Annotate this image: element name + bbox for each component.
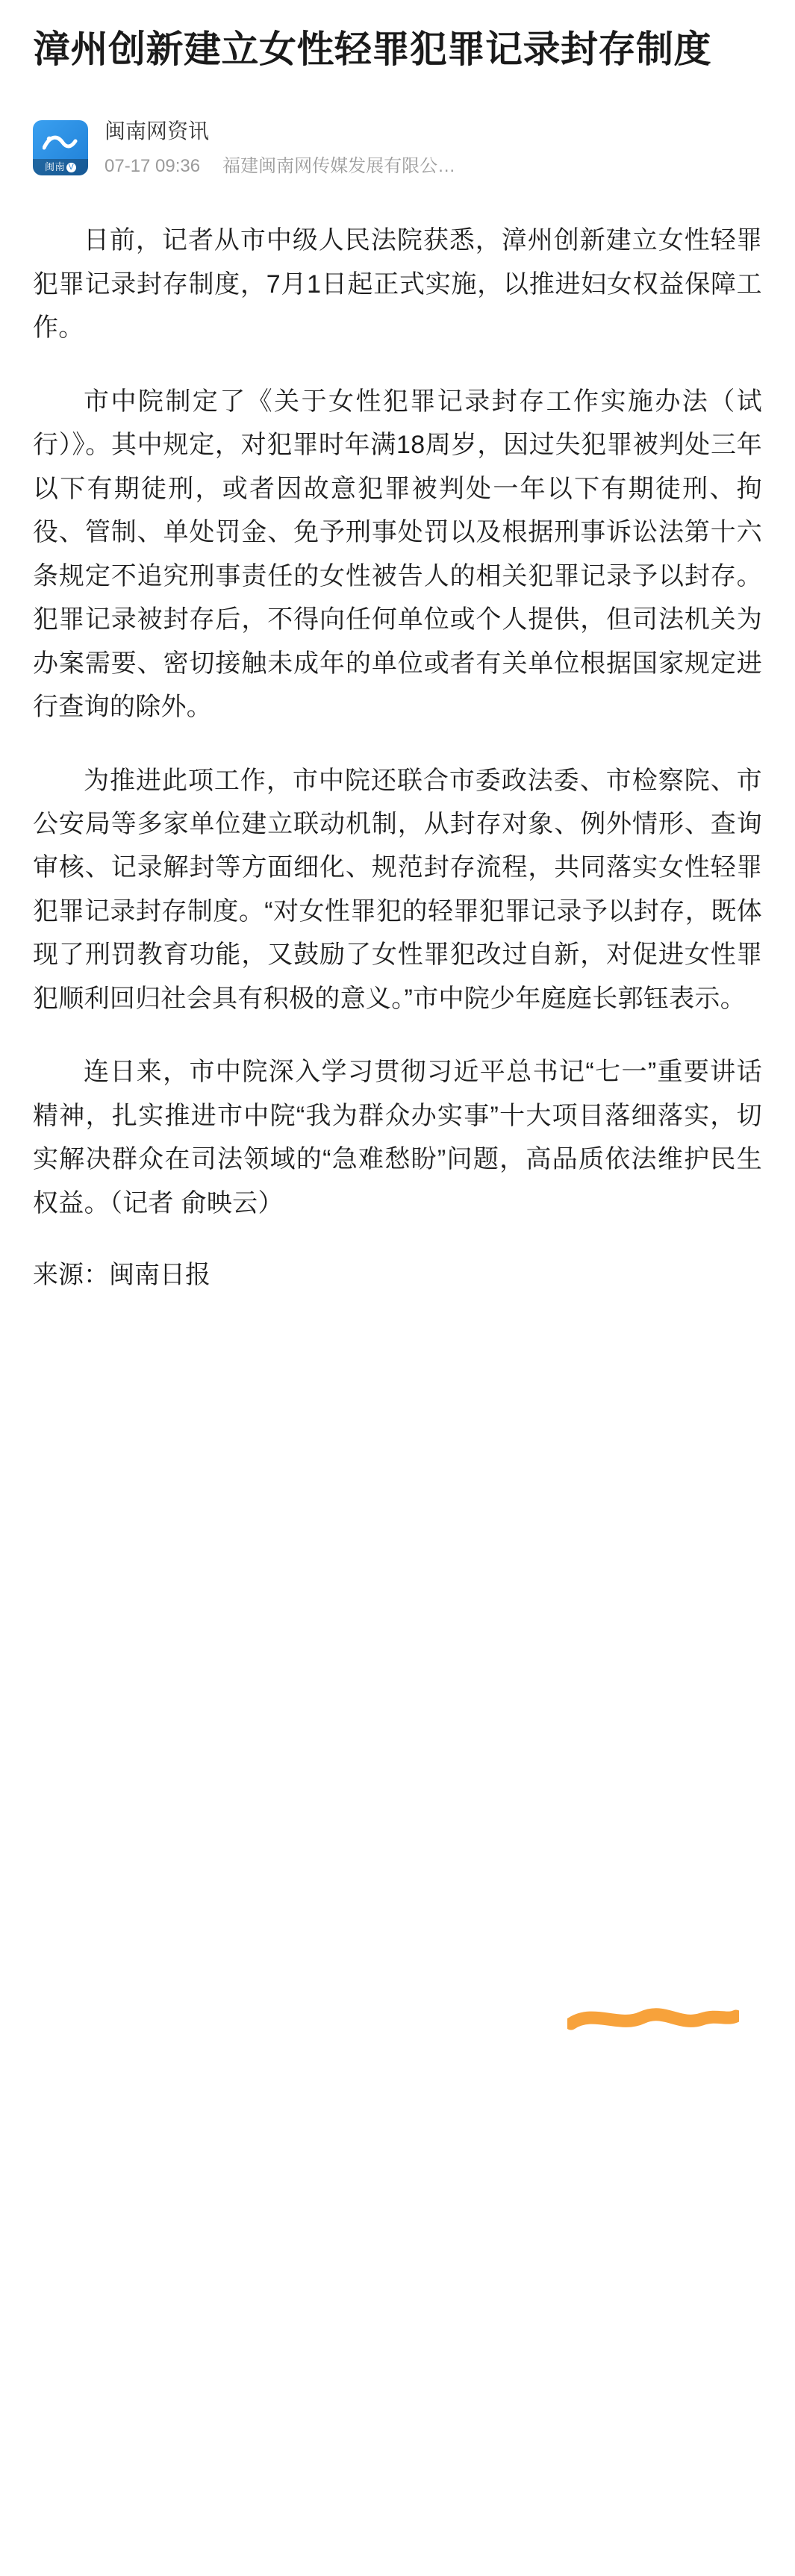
source-meta (105, 117, 455, 177)
avatar[interactable] (33, 120, 88, 175)
article-paragraph: 为推进此项工作，市中院还联合市委政法委、市检察院、市公安局等多家单位建立联动机制，从封存对象、例外情形、查询审核、记录解封等方面细化、规范封存流程，共同落实女性轻罪犯罪记录封存制度。“对女性罪犯的轻罪犯罪记录予以封存，既体现了刑罚教育功能，又鼓励了女性罪犯改过自新，对促进女性罪犯顺利回归社会具有积极的意义。”市中院少年庭庭长郭钰表示。 (33, 766, 762, 1013)
highlight-scribble-annotation (567, 2004, 739, 2034)
article-paragraph: 市中院制定了《关于女性犯罪记录封存工作实施办法（试行）》。其中规定，对犯罪时年满18周岁，因过失犯罪被判处三年以下有期徒刑，或者因故意犯罪被判处一年以下有期徒刑、拘役、管制、单处罚金、免予刑事处罚以及根据刑事诉讼法第十六条规定不追究刑事责任的女性被告人的相关犯罪记录予以封存。犯罪记录被封存后，不得向任何单位或个人提供，但司法机关为办案需要、密切接触未成年的单位或者有关单位根据国家规定进行查询的除外。 (33, 387, 762, 722)
verified-icon: V (66, 163, 76, 172)
publish-timestamp: 07-17 09:36 (105, 155, 201, 176)
publisher-company: 福建闽南网传媒发展有限公… (222, 155, 456, 176)
source-account-name[interactable]: 闽南网资讯 (105, 119, 210, 143)
article-footer-source: 来源：闽南日报 (33, 1261, 211, 1290)
avatar-badge-label: 闽南 (44, 161, 65, 172)
avatar-badge (33, 159, 88, 175)
page-title: 漳州创新建立女性轻罪犯罪记录封存制度 (33, 28, 711, 70)
article-source-row (33, 117, 762, 177)
article-paragraph: 日前，记者从市中级人民法院获悉，漳州创新建立女性轻罪犯罪记录封存制度，7月1日起正式实施，以推进妇女权益保障工作。 (33, 226, 762, 343)
article-paragraph: 连日来，市中院深入学习贯彻习近平总书记“七一”重要讲话精神，扎实推进市中院“我为群众办实事”十大项目落细落实，切实解决群众在司法领域的“急难愁盼”问题，高品质依法维护民生权益。（记者 俞映云） (33, 1058, 762, 1217)
article-body (33, 219, 762, 1225)
source-submeta (105, 156, 455, 178)
wave-logo-icon (43, 132, 78, 155)
